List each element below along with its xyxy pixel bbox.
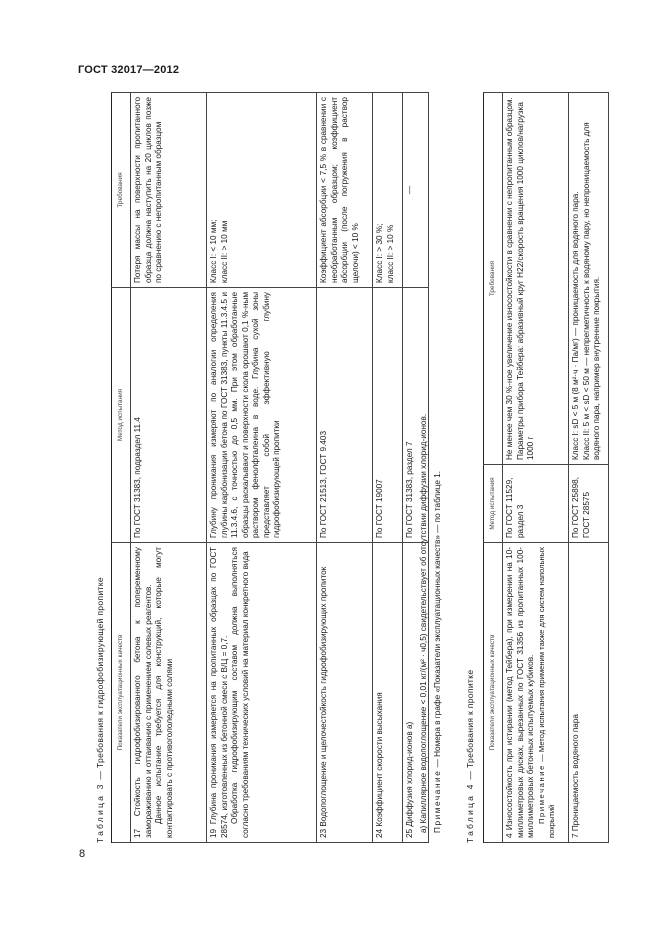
table3-header-row (112, 93, 131, 843)
table-row (207, 93, 317, 843)
document-header: ГОСТ 32017—2012 (78, 64, 180, 76)
table-4 (483, 92, 609, 843)
row-requirement: Коэффициент абсорбции < 7,5 % в сравнении с необработанным образцом; коэффициент абсорбции (после погружения в раствор щелочи) < 10 % (317, 93, 373, 288)
table4-col-method: Метод испытания (484, 465, 503, 543)
table-row (317, 93, 373, 843)
row-indicator: 23 Водопоглощение и щелочестойкость гидрофобизирующих пропиток (317, 543, 373, 843)
row-method: По ГОСТ 11529, раздел 3 (503, 465, 569, 543)
row-requirement: Потеря массы на поверхности пропитанного образца должна наступить на 20 циклов позже по сравнению с непропитанным образцом (131, 93, 207, 288)
page-number: 8 (79, 848, 86, 860)
rotated-content (93, 93, 603, 843)
row-method: По ГОСТ 19007 (373, 288, 403, 543)
row-requirement: Не менее чем 30 %-ное увеличение износостойкости в сравнении с непропитанным образцом. Параметры прибора Тейбера: абразивный круг H22/скорость вращения 1000 циклов/нагрузка 1000 г (503, 93, 569, 465)
row-indicator: 19 Глубина проникания измеряется на пропитанных образцах по ГОСТ 28574, изготовленных из бетонной смеси с В/Ц = 0,7. Обработка гидрофобизирующим составом должна выполняться согласно требованиям технических условий на материал конкретного вида (207, 543, 317, 843)
row-indicator: 17 Стойкость гидрофобизированного бетона к попеременному замораживанию и оттаиванию с применением солевых реагентов. Данное испытание требуется для конструкций, которые могут контактировать с противогололедными солями (131, 543, 207, 843)
table4-col-requirement: Требования (484, 93, 503, 465)
row-method: Глубину проникания измеряют по аналогии определения глубины карбонизации бетона по ГОСТ 31383, пункты 11.3.4.5 и 11.3.4.6, с точностью до 0,5 мм. При этом обработанные образцы раскалывают и поверхности скола орошают 0,1 %-ным раствором фенолфталеина в воде. Глубина сухой зоны представляет собой эффективную глубину гидрофобизирующей пропитки (207, 288, 317, 543)
table3-col-indicator: Показатели эксплуатационных качеств (112, 543, 131, 843)
table3-col-method: Метод испытания (112, 288, 131, 543)
table4-col-indicator: Показатели эксплуатационных качеств (484, 543, 503, 843)
table3-caption: Таблица 3 — Требования к гидрофобизирующей пропитке (95, 577, 105, 843)
table4-header-row (484, 93, 503, 843)
row-requirement: Класс I: > 30 %; класс II: > 10 % (373, 93, 403, 288)
table-row (503, 93, 569, 843)
table-row (131, 93, 207, 843)
row-indicator: 25 Диффузия хлорид-ионов а) (403, 543, 429, 843)
table3-col-requirement: Требования (112, 93, 131, 288)
row-requirement: Класс I: sD < 5 м (8 м²·ч · Па/мг) — проницаемость для водяного пара. Класс II: 5 м < sD < 50 м — непрегметичность к водяному пару, но непроницаемость для водяного пара, например внутренние покрытия. (569, 93, 609, 465)
table-row (373, 93, 403, 843)
row-method: По ГОСТ 21513, ГОСТ 9.403 (317, 288, 373, 543)
row-requirement: Класс I: < 10 мм; класс II: > 10 мм (207, 93, 317, 288)
row-indicator: 7 Проницаемость водяного пара (569, 543, 609, 843)
table4-caption: Таблица 4 — Требования к пропитке (465, 669, 475, 843)
row-method: По ГОСТ 25898, ГОСТ 28575 (569, 465, 609, 543)
row-method: По ГОСТ 31383, раздел 7 (403, 288, 429, 543)
row-method: По ГОСТ 31383, подраздел 11.4 (131, 288, 207, 543)
table-3 (111, 92, 429, 843)
row-indicator: 24 Коэффициент скорости высыхания (373, 543, 403, 843)
row-requirement: — (403, 93, 429, 288)
row-indicator: 4 Износостойкость при истирании (метод Тейбера), при измерении на 10-миллиметровых дисках, вырезанных по ГОСТ 31356 из пропитанных 100-миллиметровых бетонных испытуемых кубиков. Примечание — Метод испытания применим также для систем напольных покрытий (503, 543, 569, 843)
table-row (569, 93, 609, 843)
table3-note: Примечание — Номера в графе «Показатели эксплуатационных качеств» — по таблице 1. (433, 470, 442, 833)
table3-footnote: а) Капиллярное водопоглощение < 0,01 кг/(м² · ч0,5) свидетельствует об отсутствии диффузии хлорид-ионов. (419, 413, 428, 833)
